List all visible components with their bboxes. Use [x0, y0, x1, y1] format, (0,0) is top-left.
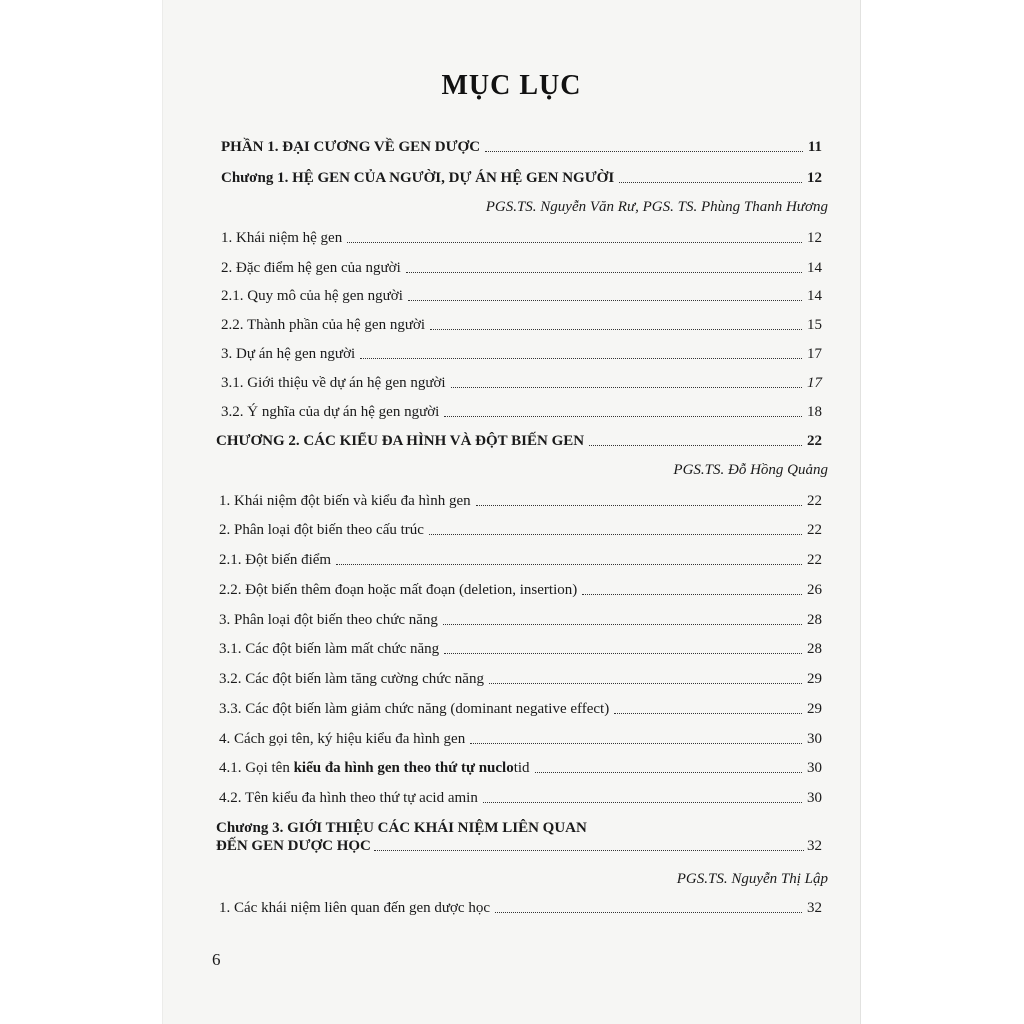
- toc-label: 3.2. Ý nghĩa của dự án hệ gen người: [221, 404, 440, 420]
- toc-item: [219, 759, 822, 777]
- dot-leader: [429, 534, 802, 535]
- toc-item: [221, 374, 822, 392]
- dot-leader: [495, 912, 802, 913]
- dot-leader: [470, 743, 802, 744]
- toc-label: Chương 1. HỆ GEN CỦA NGƯỜI, DỰ ÁN HỆ GEN NGƯỜI: [221, 170, 615, 186]
- dot-leader: [619, 182, 802, 183]
- toc-page: 22: [807, 552, 822, 568]
- toc-item: [221, 287, 822, 305]
- toc-label-prefix: 4.1. Gọi tên: [219, 760, 294, 776]
- toc-label: 3.1. Các đột biến làm mất chức năng: [219, 641, 440, 657]
- dot-leader: [443, 624, 802, 625]
- toc-page: 17: [807, 346, 822, 362]
- dot-leader: [589, 445, 802, 446]
- toc-chapter-3: [216, 819, 822, 855]
- dot-leader: [582, 594, 802, 595]
- dot-leader: [406, 272, 802, 273]
- toc-chapter-1: [221, 169, 822, 187]
- toc-page: 14: [807, 288, 822, 304]
- toc-label: 1. Các khái niệm liên quan đến gen dược học: [219, 900, 490, 916]
- toc-label: 4.2. Tên kiểu đa hình theo thứ tự acid amin: [219, 790, 478, 806]
- chapter-3-line-2: ĐẾN GEN DƯỢC HỌC: [216, 838, 371, 854]
- chapter-3-author: PGS.TS. Nguyễn Thị Lập: [676, 871, 828, 887]
- toc-page: 22: [807, 493, 822, 509]
- toc-label: 4. Cách gọi tên, ký hiệu kiểu đa hình gen: [219, 731, 466, 747]
- toc-label: 2.2. Đột biến thêm đoạn hoặc mất đoạn (deletion, insertion): [219, 582, 578, 598]
- toc-label: 2.1. Quy mô của hệ gen người: [221, 288, 403, 304]
- toc-item: [219, 492, 822, 510]
- toc-page: 11: [807, 139, 822, 155]
- toc-item: [219, 640, 822, 658]
- toc-page: 14: [807, 260, 822, 276]
- dot-leader: [483, 802, 802, 803]
- toc-page: 22: [807, 433, 822, 449]
- toc-label: 3. Dự án hệ gen người: [221, 346, 356, 362]
- toc-label-bold: kiểu đa hình gen theo thứ tự nuclo: [293, 760, 514, 776]
- toc-page: 28: [807, 612, 822, 628]
- toc-item: [219, 670, 822, 688]
- toc-label: PHẦN 1. ĐẠI CƯƠNG VỀ GEN DƯỢC: [221, 139, 481, 155]
- dot-leader: [485, 151, 803, 152]
- toc-item: [219, 730, 822, 748]
- toc-item: [219, 789, 822, 807]
- dot-leader: [535, 772, 802, 773]
- toc-page: 30: [807, 790, 822, 806]
- chapter-2-author: PGS.TS. Đỗ Hồng Quảng: [673, 462, 828, 478]
- dot-leader: [614, 713, 802, 714]
- toc-item: [221, 403, 822, 421]
- toc-label: 1. Khái niệm hệ gen: [221, 230, 343, 246]
- dot-leader: [444, 653, 802, 654]
- chapter-3-line-2-row: [216, 837, 822, 855]
- toc-page: 12: [807, 170, 822, 186]
- toc-label: 3.1. Giới thiệu về dự án hệ gen người: [221, 375, 446, 391]
- toc-item: [219, 700, 822, 718]
- toc-item: [221, 259, 822, 277]
- dot-leader: [408, 300, 802, 301]
- toc-item: [221, 316, 822, 334]
- toc-page: 26: [807, 582, 822, 598]
- toc-label: 3.2. Các đột biến làm tăng cường chức năng: [219, 671, 484, 687]
- chapter-3-line-1: Chương 3. GIỚI THIỆU CÁC KHÁI NIỆM LIÊN QUAN: [216, 820, 587, 836]
- toc-page: 12: [807, 230, 822, 246]
- toc-page: 32: [807, 900, 822, 916]
- toc-item: [221, 345, 822, 363]
- toc-page: 18: [807, 404, 822, 420]
- toc-page: 30: [807, 731, 822, 747]
- dot-leader: [336, 564, 802, 565]
- toc-label: 2. Phân loại đột biến theo cấu trúc: [219, 522, 424, 538]
- toc-page: 29: [807, 701, 822, 717]
- dot-leader: [360, 358, 802, 359]
- toc-item: [219, 521, 822, 539]
- toc-label: 3.3. Các đột biến làm giảm chức năng (dominant negative effect): [219, 701, 610, 717]
- toc-label: 1. Khái niệm đột biến và kiểu đa hình gen: [219, 493, 471, 509]
- toc-label: 3. Phân loại đột biến theo chức năng: [219, 612, 438, 628]
- toc-item: [221, 229, 822, 247]
- toc-label: 2.1. Đột biến điểm: [219, 552, 332, 568]
- toc-item: [219, 611, 822, 629]
- dot-leader: [444, 416, 802, 417]
- page-title: MỤC LỤC: [441, 70, 582, 101]
- toc-label: 2.2. Thành phần của hệ gen người: [221, 317, 426, 333]
- toc-chapter-2: [216, 432, 822, 450]
- dot-leader: [451, 387, 802, 388]
- dot-leader: [430, 329, 802, 330]
- page-number: 6: [212, 950, 221, 969]
- toc-page: 32: [807, 838, 822, 854]
- toc-label: [219, 759, 532, 777]
- chapter-1-author: PGS.TS. Nguyễn Văn Rư, PGS. TS. Phùng Thanh Hương: [485, 199, 828, 215]
- toc-page: 29: [807, 671, 822, 687]
- dot-leader: [374, 850, 804, 851]
- toc-item: [219, 581, 822, 599]
- dot-leader: [476, 505, 802, 506]
- toc-item: [219, 551, 822, 569]
- toc-page: 15: [807, 317, 822, 333]
- dot-leader: [489, 683, 802, 684]
- toc-label-suffix: tid: [513, 760, 530, 776]
- toc-label: 2. Đặc điểm hệ gen của người: [221, 260, 401, 276]
- toc-label: CHƯƠNG 2. CÁC KIỂU ĐA HÌNH VÀ ĐỘT BIẾN GEN: [216, 433, 585, 449]
- dot-leader: [347, 242, 802, 243]
- toc-page: 22: [807, 522, 822, 538]
- toc-part-1: [221, 138, 822, 156]
- toc-page: 28: [807, 641, 822, 657]
- toc-page: 17: [807, 375, 822, 391]
- toc-item: [219, 899, 822, 917]
- toc-page: 30: [807, 760, 822, 776]
